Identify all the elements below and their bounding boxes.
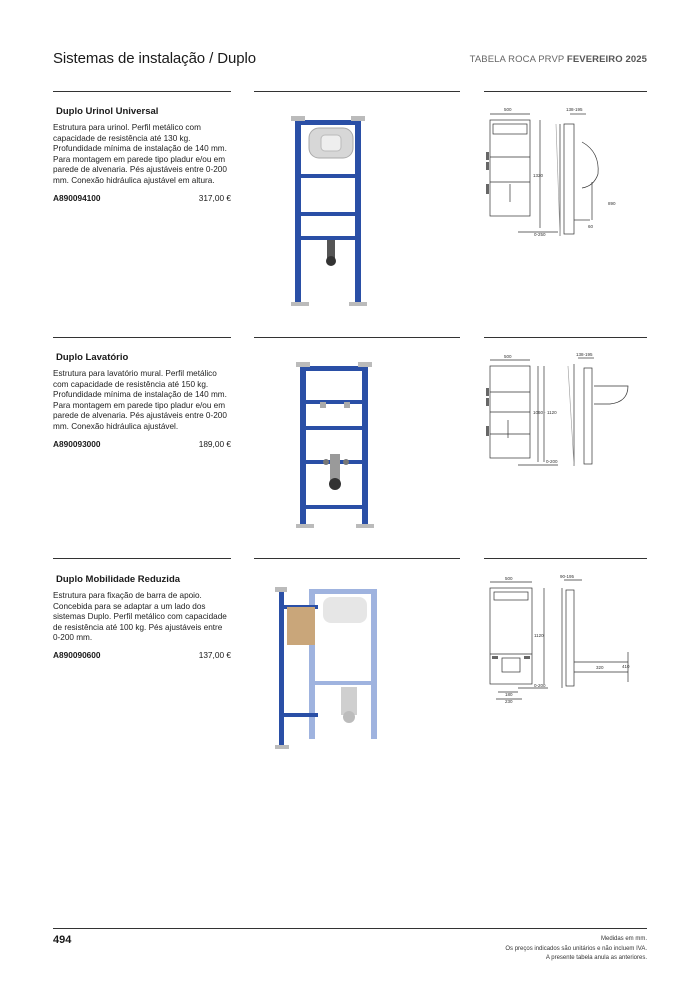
product-price-row xyxy=(53,439,231,449)
catalog-date: FEVEREIRO 2025 xyxy=(566,54,647,65)
product-name: Duplo Mobilidade Reduzida xyxy=(56,574,181,585)
dim-adjust: 0-200 xyxy=(534,683,546,688)
product-description: Estrutura para urinol. Perfil metálico com capacidade de resistência até 130 kg. Profundidade mínima de instalação de 140 mm. Para montagem em parede tipo pladur e/ou em parede de alvenaria. Pés ajustáveis entre 0-200 mm. Conexão hidráulica ajustável em altura. xyxy=(53,123,227,185)
footnote-prices: Os preços indicados são unitários e não incluem IVA. xyxy=(505,945,647,952)
product-price-row xyxy=(53,193,231,203)
dim-depth: 138-195 xyxy=(566,107,583,112)
product-code: A890090600 xyxy=(53,649,101,660)
product-photo-lavatorio xyxy=(290,360,385,532)
product-urinol-universal xyxy=(53,106,231,203)
catalog-prefix: TABELA ROCA PRVP xyxy=(469,54,567,65)
product-code: A890093000 xyxy=(53,438,101,449)
footer-divider xyxy=(53,928,647,929)
divider-row3-text xyxy=(53,558,231,559)
divider-row1-text xyxy=(53,91,231,92)
product-name: Duplo Lavatório xyxy=(56,352,129,363)
divider-row3-drawing xyxy=(484,558,647,559)
product-price: 189,00 € xyxy=(198,438,231,449)
dim-width: 500 xyxy=(505,576,513,581)
dim-adjust: 0-200 xyxy=(546,459,558,464)
footnotes xyxy=(505,935,647,964)
product-description: Estrutura para lavatório mural. Perfil metálico com capacidade de resistência até 150 kg. Profundidade mínima de instalação de 140 mm. Para montagem em parede tipo pladur e/ou em parede de alvenaria. Pés ajustáveis entre 0-200 mm. Conexão hidráulica ajustável. xyxy=(53,369,227,431)
dim-adjust: 0-250 xyxy=(534,232,546,237)
dim-small: 60 xyxy=(588,224,594,229)
product-description: Estrutura para fixação de barra de apoio. Concebida para se adaptar a um lado dos sistemas Duplo. Perfil metálico com capacidade de resistência até 100 kg. Pés ajustáveis entre 0-200 mm. xyxy=(53,591,227,643)
product-code: A890094100 xyxy=(53,192,101,203)
divider-row3-photo xyxy=(254,558,460,559)
dim-depth: 138-195 xyxy=(576,352,593,357)
product-lavatorio xyxy=(53,352,231,449)
product-price: 137,00 € xyxy=(198,649,231,660)
footnote-measures: Medidas em mm. xyxy=(600,936,647,942)
divider-row1-photo xyxy=(254,91,460,92)
dim-side: 320 xyxy=(596,665,604,670)
divider-row2-photo xyxy=(254,337,460,338)
product-photo-urinol xyxy=(285,112,380,312)
dim-height: 1120 xyxy=(534,633,544,638)
dim-b2: 230 xyxy=(505,699,513,704)
footnote-supersedes: A presente tabela anula as anteriores. xyxy=(545,955,647,961)
dim-b1: 180 xyxy=(505,692,513,697)
dim-width: 500 xyxy=(504,107,512,112)
dim-grab: 410 xyxy=(622,664,630,669)
technical-drawing-urinol xyxy=(478,102,648,242)
dim-width: 500 xyxy=(504,354,512,359)
product-name: Duplo Urinol Universal xyxy=(56,106,159,117)
product-photo-mobilidade xyxy=(265,585,390,755)
product-mobilidade-reduzida xyxy=(53,574,231,660)
dim-height: 1320 xyxy=(533,173,544,178)
divider-row2-text xyxy=(53,337,231,338)
dim-depth: 90-195 xyxy=(560,574,575,579)
dim-height: 1060 · 1120 xyxy=(533,410,557,415)
product-price-row xyxy=(53,650,231,660)
technical-drawing-lavatorio xyxy=(478,350,648,475)
divider-row1-drawing xyxy=(484,91,647,92)
divider-row2-drawing xyxy=(484,337,647,338)
catalog-edition xyxy=(470,54,647,65)
dim-mid: 890 xyxy=(608,201,616,206)
page-number: 494 xyxy=(53,934,72,946)
page-title: Sistemas de instalação / Duplo xyxy=(53,50,256,67)
product-price: 317,00 € xyxy=(198,192,231,203)
technical-drawing-mobilidade xyxy=(478,572,648,707)
